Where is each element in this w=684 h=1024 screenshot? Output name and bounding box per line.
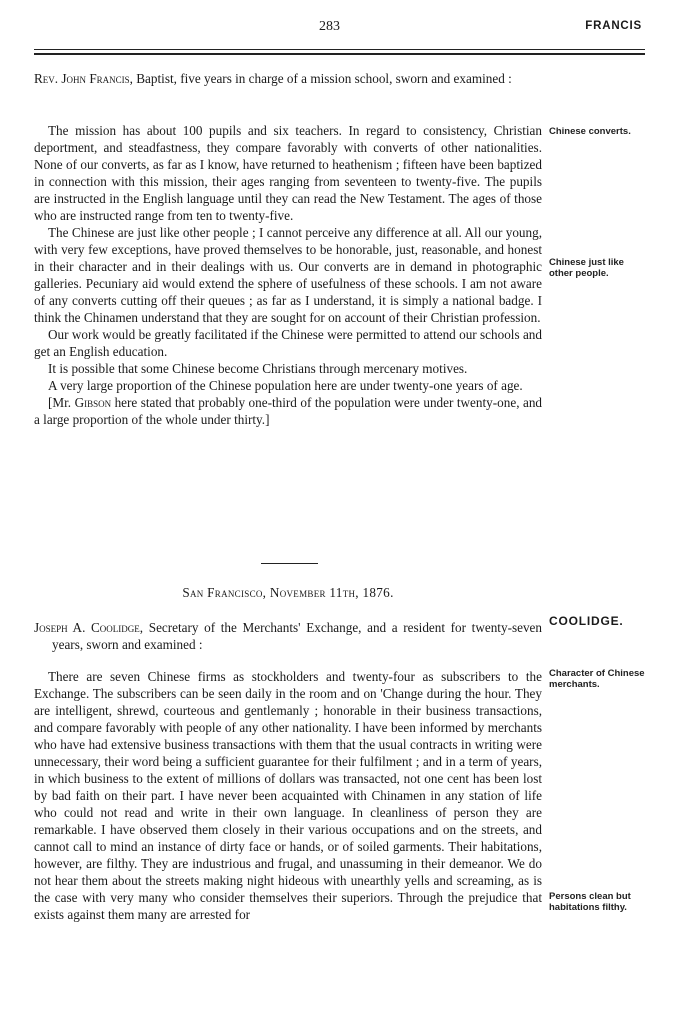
testimony-paragraph: The Chinese are just like other people ; I cannot perceive any difference at all. All our young, with very few exceptions, have proved themselves to be honorable, just, reasonable, and honest in their character and in their dealings with us. Our converts are in demand in photographic galleries. Pecuniary aid would extend the sphere of usefulness of these schools. I am not aware of any converts cutting off their queues ; as far as I understand, it is simply a national badge. I think the Chinamen understand that they are sought for on account of their Christian profession. <box>34 225 542 325</box>
francis-section <box>34 70 542 87</box>
coolidge-section <box>34 619 542 653</box>
francis-heading <box>34 70 542 87</box>
testimony-paragraph: A very large proportion of the Chinese population here are under twenty-one years of age. <box>48 378 523 393</box>
page-number: 283 <box>319 19 340 34</box>
heading-text: , Baptist, five years in charge of a mission school, sworn and examined : <box>129 71 512 86</box>
testimony-paragraph: There are seven Chinese firms as stockholders and twenty-four as subscribers to the Exchange. The subscribers can be seen daily in the room and on 'Change during the hour. They are intelligent, shrewd, courteous and gentlemanly ; honorable in their business transactions, and compare favorably with people of any other nationality. I have been informed by merchants who have had extensive business transactions with them that the usual contracts in writing were unnecessary, their word being a sufficient guarantee for their fulfilment ; and in a term of years, in which business to the extent of millions of dollars was transacted, not one cent has been lost by bad faith on their part. I have never been acquainted with Chinamen in any station of life who could not read and write in their own language. In cleanliness of person they are remarkable. I have observed them closely in their various occupations and on the streets, and cannot call to mind an instance of dirty face or hands, or of soiled garments. Their habitations, however, are filthy. They are industrious and frugal, and unassuming in their demeanor. We do not hear them about the streets making night hideous with unearthly yells and screaming, as is the case with very many who consider themselves their superiors. Through the prejudice that exists against them many are arrested for <box>34 669 542 922</box>
coolidge-heading <box>34 619 542 653</box>
witness-name: Joseph A. Coolidge <box>34 620 140 635</box>
francis-testimony <box>34 122 542 428</box>
running-head: FRANCIS <box>585 20 642 32</box>
header-rule <box>34 49 645 50</box>
gibson-name: Gibson <box>74 395 112 410</box>
dateline: San Francisco, November 11th, 1876. <box>182 585 394 600</box>
gibson-text: here stated that probably one-third of the population were under twenty-one, and a large proportion of the whole under thirty.] <box>34 395 543 427</box>
testimony-paragraph: The mission has about 100 pupils and six teachers. In regard to consistency, Christian deportment, and steadfastness, they compare favorably with converts of other nationalities. None of our converts, as far as I know, have returned to heathenism ; fifteen have been baptized in connection with this mission, their ages ranging from seventeen to twenty-five. The pupils are instructed in the English language until they can read the New Testament. The ages of those who are instructed range from ten to twenty-five. <box>34 123 542 223</box>
bracket-open: [Mr. <box>48 395 75 410</box>
testimony-paragraph: It is possible that some Chinese become Christians through mercenary motives. <box>48 361 468 376</box>
margin-note: Persons clean but habitations filthy. <box>549 891 631 913</box>
testimony-paragraph: Our work would be greatly facilitated if the Chinese were permitted to attend our schools and get an English education. <box>34 327 542 359</box>
margin-note-coolidge: COOLIDGE. <box>549 614 624 628</box>
coolidge-testimony <box>34 668 542 923</box>
header-rule-thick <box>34 53 645 55</box>
gibson-remark <box>34 394 542 428</box>
margin-note: Chinese converts. <box>549 126 631 137</box>
witness-name: Rev. John Francis <box>34 71 130 86</box>
margin-note: Character of Chinese merchants. <box>549 668 645 690</box>
margin-note: Chinese just like other people. <box>549 257 624 279</box>
section-divider <box>261 563 318 564</box>
heading-text: , Secretary of the Merchants' Exchange, and a resident for twenty-seven years, sworn and examined : <box>52 620 542 652</box>
